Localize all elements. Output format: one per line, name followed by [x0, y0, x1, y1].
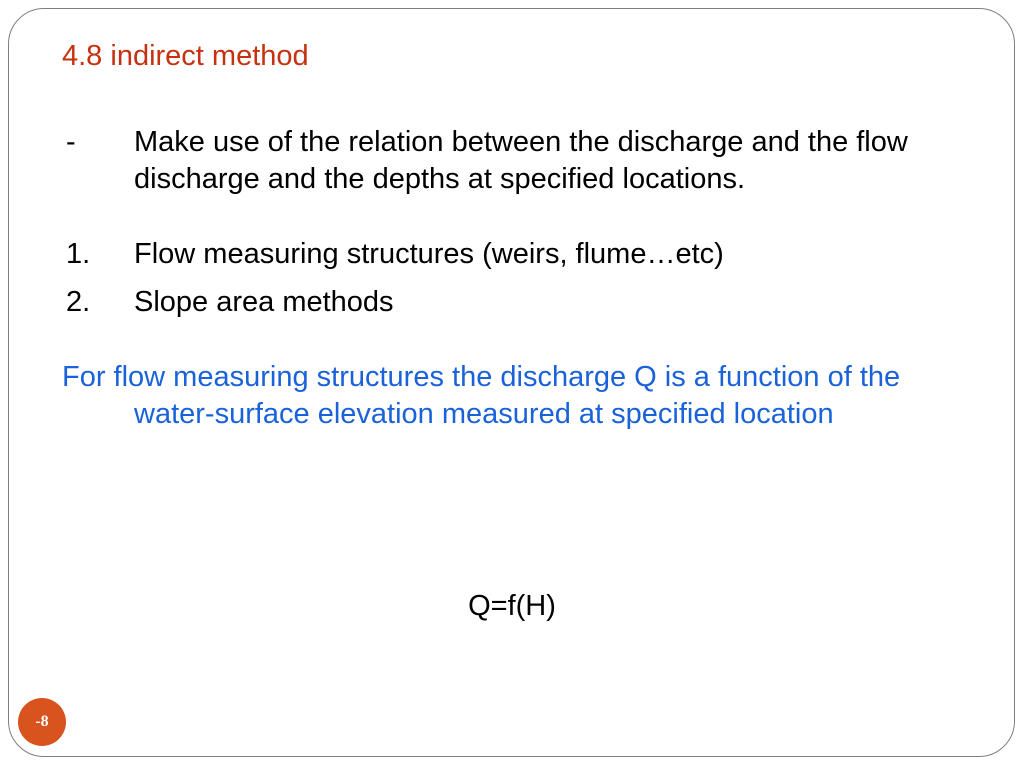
highlight-paragraph: For flow measuring structures the discharge Q is a function of the water-surface elevation measured at specified location [62, 361, 901, 430]
slide-title: 4.8 indirect method [62, 40, 309, 72]
slide-body [62, 124, 962, 433]
page-number: -8 [35, 713, 49, 730]
list-number: 1. [66, 238, 91, 270]
page-number-badge [18, 698, 66, 746]
formula: Q=f(H) [468, 590, 556, 622]
numbered-item [62, 236, 962, 273]
numbered-item-text: Flow measuring structures (weirs, flume…etc) [134, 238, 724, 270]
bullet-marker: - [66, 126, 76, 158]
list-number: 2. [66, 286, 91, 318]
bullet-item [62, 124, 962, 198]
numbered-item [62, 284, 962, 321]
numbered-item-text: Slope area methods [134, 286, 394, 318]
bullet-text: Make use of the relation between the discharge and the flow discharge and the depths at specified locations. [134, 126, 908, 195]
